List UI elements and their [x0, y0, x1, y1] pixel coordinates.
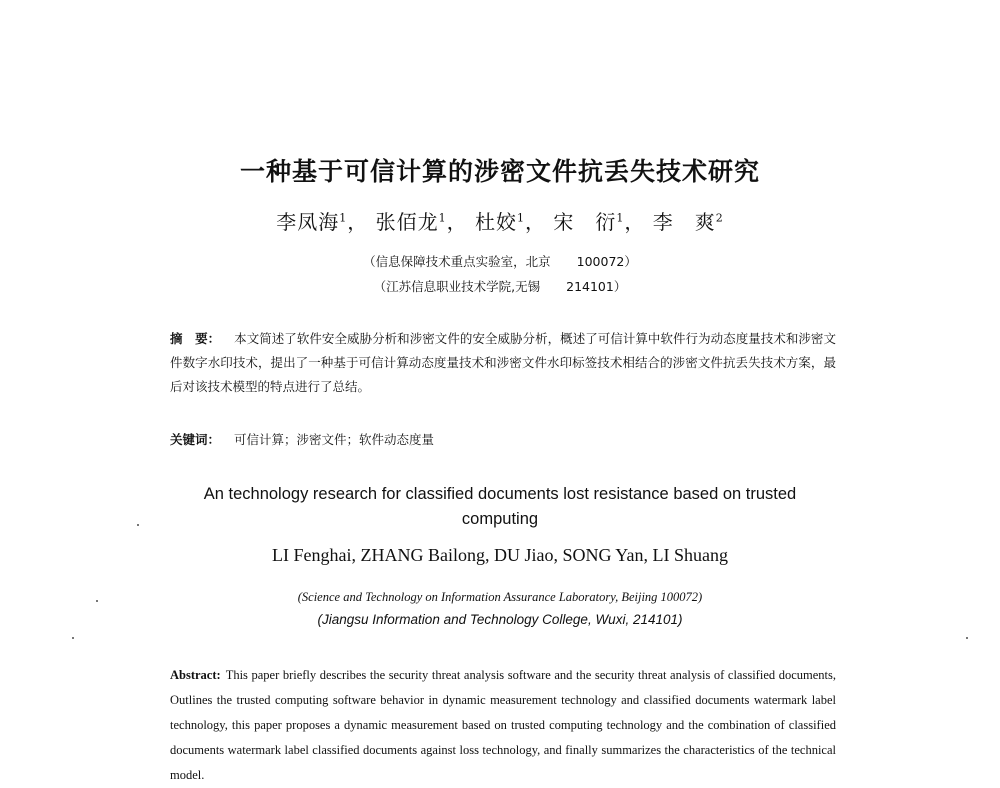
keywords-zh	[170, 430, 836, 448]
paper-title-zh: 一种基于可信计算的涉密文件抗丢失技术研究	[239, 157, 760, 186]
affiliation-en-1: (Science and Technology on Information Assurance Laboratory, Beijing 100072)	[297, 590, 703, 604]
scan-speck	[137, 524, 139, 526]
abstract-zh-label: 摘 要：	[170, 331, 221, 346]
scan-speck	[966, 637, 968, 639]
author-list-zh	[0, 206, 1000, 235]
scan-speck	[96, 600, 98, 602]
author: 张佰龙$^1$，	[375, 210, 468, 234]
affiliation-zh-1: （信息保障技术重点实验室，北京 100072）	[363, 254, 637, 269]
author: 李 爽$^2$	[652, 210, 724, 234]
abstract-en-label: Abstract:	[170, 668, 221, 682]
abstract-zh	[170, 327, 836, 399]
author: 李凤海$^1$，	[276, 210, 369, 234]
author-list-en: LI Fenghai, ZHANG Bailong, DU Jiao, SONG Yan, LI Shuang	[272, 545, 728, 565]
author: 杜姣$^1$，	[475, 210, 546, 234]
paper-title-en: An technology research for classified documents lost resistance based on trusted computing	[203, 485, 797, 528]
keywords-zh-text: 可信计算；涉密文件；软件动态度量	[234, 432, 435, 447]
abstract-en-text: This paper briefly describes the security threat analysis software and the security threat analysis of classified documents, Outlines the trusted computing software behavior in dynamic measurement technology and classified documents watermark label technology, this paper proposes a dynamic measurement based on trusted computing technology and the combination of classified documents watermark label classified documents against loss technology, and finally summarizes the characteristics of the technical model.	[170, 668, 836, 782]
abstract-en	[170, 663, 836, 788]
author: 宋 衍$^1$，	[553, 210, 646, 234]
scan-speck	[72, 637, 74, 639]
affiliation-zh-2: （江苏信息职业技术学院,无锡 214101）	[373, 279, 627, 294]
abstract-zh-text: 本文简述了软件安全威胁分析和涉密文件的安全威胁分析，概述了可信计算中软件行为动态度量技术和涉密文件数字水印技术，提出了一种基于可信计算动态度量技术和涉密文件水印标签技术相结合的涉密文件抗丢失技术方案，最后对该技术模型的特点进行了总结。	[170, 331, 836, 394]
affiliation-en-2: (Jiangsu Information and Technology College, Wuxi, 214101)	[317, 612, 683, 627]
keywords-zh-label: 关键词：	[170, 432, 221, 447]
